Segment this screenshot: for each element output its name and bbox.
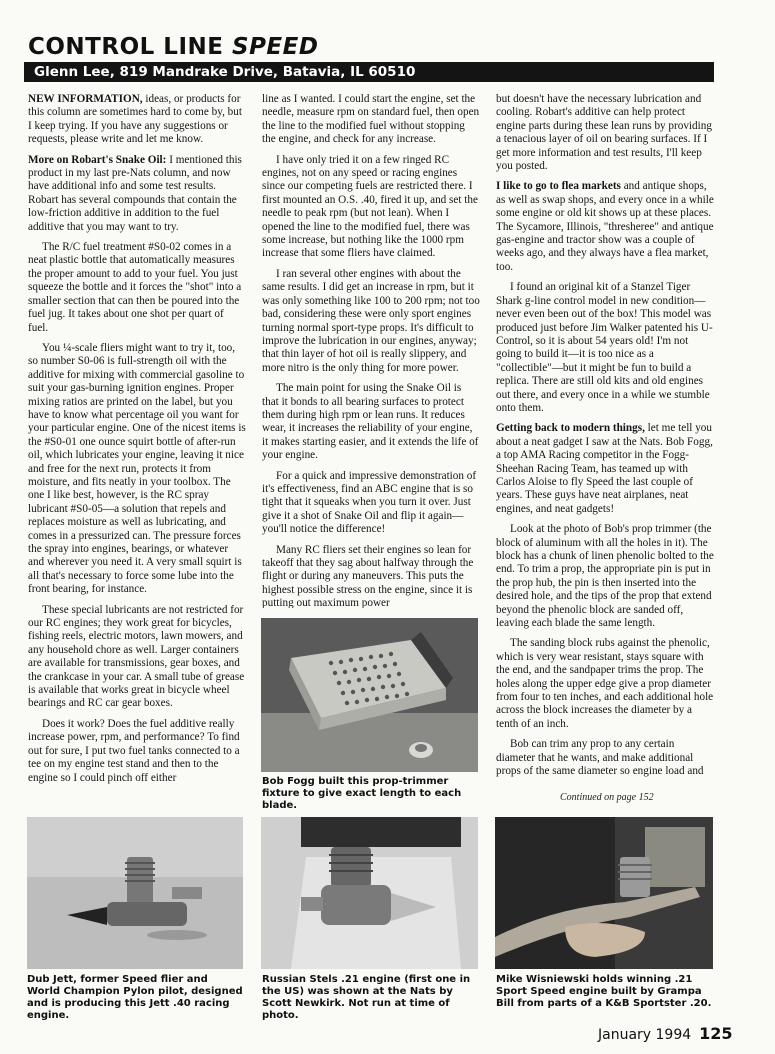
paragraph: but doesn't have the necessary lubrication and cooling. Robart's additive can help protect engine parts during these lean runs by providing a tenacious layer of oil on bearing surfaces. If I get more information and test results, I'll keep you posted.: [496, 93, 712, 173]
paragraph-text: and antique shops, as well as swap shops, and every once in a while some engine or old kit shows up at these places. The Sycamore, Illinois, "thresheree" and antique gas-engine and tractor show was a couple of weeks ago, and they always have a flea market, too.: [496, 180, 714, 273]
stels-engine-caption: Russian Stels .21 engine (first one in the US) was shown at the Nats by Scott Newkirk. Not run at time of photo.: [262, 974, 471, 1021]
paragraph: The R/C fuel treatment #S0-02 comes in a neat plastic bottle that automatically measures the proper amount to add to your fuel. You just squeeze the bottle and it forces the "shot" into a smaller section that can then be poured into the fuel jug. It takes about one shot per quart of fuel.: [28, 241, 242, 334]
text-column-1: [28, 93, 246, 808]
paragraph: These special lubricants are not restricted for our RC engines; they work great for bicycles, fishing reels, electric motors, lawn mowers, and any household chore as well. Larger containers are available for transmissions, gear boxes, and the crankcase in your car. A small tube of grease is available that works great in bicycle wheel bearings and RC car gear boxes.: [28, 603, 245, 710]
issue-date: January 1994: [598, 1027, 692, 1043]
paragraph: [28, 93, 246, 147]
paragraph-text: ideas, or products for this column are sometimes hard to come by, but I keep trying. If you have any suggestions or requests, please write and let me know.: [28, 93, 242, 146]
paragraph-text: let me tell you about a neat gadget I saw at the Nats. Bob Fogg, a top AMA Racing competitor in the Fogg-Sheehan Racing Team, has teamed up with Carlos Aloise to fly Speed the last couple of years. These guys have neat airplanes, neat engines, and neat gadgets!: [496, 422, 713, 515]
paragraph: Look at the photo of Bob's prop trimmer (the block of aluminum with all the holes in it). The block has a chunk of linen phenolic bolted to the end. To trim a prop, the appropriate pin is put in the prop hub, the pin is then inserted into the desired hole, and the tips of the prop that extend beyond the phenolic block are sanded off, leaving each blade the same length.: [496, 523, 714, 630]
paragraph: You ¼-scale fliers might want to try it, too, so number S0-06 is full-strength oil with the additive for mixing with commercial gasoline to suit your gas-burning ignition engines. Proper mixing ratios are printed on the label, but you have to know what percentage oil you want for your particular engine. One of the nicest items is the #S0-01 one ounce squirt bottle of after-run oil, which lubricates your engine, leaving it nice and free for the next run, protects it from moisture, and fits neatly in your toolbox. The one I like best, however, is the RC spray lubricant #S0-05—a solution that repels and replaces moisture as well as lubricating, and comes in a pressurized can. The pressure forces the spray into engines, bearings, or whatever and wherever you need it. A very small squirt is all that's necessary to force some lube into the front bearing, for instance.: [28, 341, 246, 596]
paragraph: For a quick and impressive demonstration of it's effectiveness, find an ABC engine that is so tight that it squeaks when you turn it over. Just give it a shot of Snake Oil and flip it again—you'll notice the difference!: [262, 469, 477, 536]
paragraph-text: I mentioned this product in my last pre-Nats column, and now have additional info and some test results. Robart has several compounds that contain the low-friction additive in addition to the fuel additive that you may want to try.: [28, 153, 242, 233]
page-number: 125: [699, 1024, 733, 1043]
paragraph: I ran several other engines with about the same results. I did get an increase in rpm, but it was only something like 100 to 200 rpm; not too bad, considering these were only sport engines turning normal sport-type props. It's difficult to improve the lubrication in our engines, anyway; that thin layer of hot oil is really slippery, and more nitro is the only thing for more power.: [262, 267, 480, 374]
paragraph: line as I wanted. I could start the engine, set the needle, measure rpm on standard fuel, then open the line to the modified fuel without stopping the engine, and check for any increase.: [262, 93, 480, 146]
prop-trimmer-photo: [261, 618, 478, 772]
wisniewski-engine-caption: Mike Wisniewski holds winning .21 Sport Speed engine built by Grampa Bill from parts of a K&B Sportster .20.: [496, 974, 712, 1009]
paragraph: I have only tried it on a few ringed RC engines, not on any speed or racing engines since our competing fuels are restricted there. I first mounted an O.S. .40, fired it up, and set the needle to peak rpm (but not lean). When I opened the line to the modified fuel, there was some increase, but nothing like the 1000 rpm increase that some fliers have claimed.: [262, 153, 478, 260]
jett-engine-photo: [27, 817, 243, 969]
wisniewski-engine-photo: [495, 817, 713, 969]
stels-engine-photo: [261, 817, 478, 969]
paragraph: [496, 422, 714, 516]
lead-in: Getting back to modern things,: [496, 422, 645, 435]
title-italic: SPEED: [232, 34, 319, 60]
text-column-2: [262, 93, 480, 608]
jett-engine-caption: Dub Jett, former Speed flier and World Champion Pylon pilot, designed and is producing this Jett .40 racing engine.: [27, 974, 243, 1021]
continued-note: Continued on page 152: [560, 792, 654, 803]
author-byline: Glenn Lee, 819 Mandrake Drive, Batavia, IL 60510: [24, 62, 714, 82]
lead-in: More on Robart's Snake Oil:: [28, 153, 167, 166]
paragraph: Does it work? Does the fuel additive really increase power, rpm, and performance? To find out for sure, I put two fuel tanks connected to a tee on my engine test stand and then to the engine so I could pinch off either: [28, 717, 240, 784]
text-column-3: [496, 93, 714, 793]
paragraph: Bob can trim any prop to any certain diameter that he wants, and make additional props of the same diameter so engine load and: [496, 738, 704, 778]
paragraph: Many RC fliers set their engines so lean for takeoff that they sag about halfway through the flight or during any maneuvers. This puts the highest possible stress on the engine, since it is putting out maximum power: [262, 543, 474, 608]
lead-in: I like to go to flea markets: [496, 180, 621, 193]
paragraph: [496, 180, 714, 274]
page-title: [28, 34, 318, 60]
paragraph: The main point for using the Snake Oil is that it bonds to all bearing surfaces to protect them during high rpm or lean runs. It reduces wear, it increases the reliability of your engine, it makes starting easier, and it extends the life of your engine.: [262, 382, 479, 462]
paragraph: I found an original kit of a Stanzel Tiger Shark g-line control model in new condition—never even been out of the box! This model was produced just before Jim Walker patented his U-Control, so it is about 54 years old! I'm not going to build it—it is too nice as a "collectible"—but it might be fun to build a replica. There are still old kits and old engines out there, and every once in a while we stumble onto them.: [496, 281, 713, 414]
prop-trimmer-caption: Bob Fogg built this prop-trimmer fixture to give exact length to each blade.: [262, 776, 462, 811]
paragraph: [28, 154, 246, 234]
lead-in: NEW INFORMATION,: [28, 93, 143, 105]
paragraph: The sanding block rubs against the phenolic, which is very wear resistant, stays square with the end, and the sandpaper trims the prop. The holes along the upper edge give a prop diameter from four to ten inches, and each additional hole across the block increases the diameter by a tenth of an inch.: [496, 637, 714, 730]
title-main: CONTROL LINE: [28, 34, 224, 60]
page-footer: [598, 1024, 733, 1043]
